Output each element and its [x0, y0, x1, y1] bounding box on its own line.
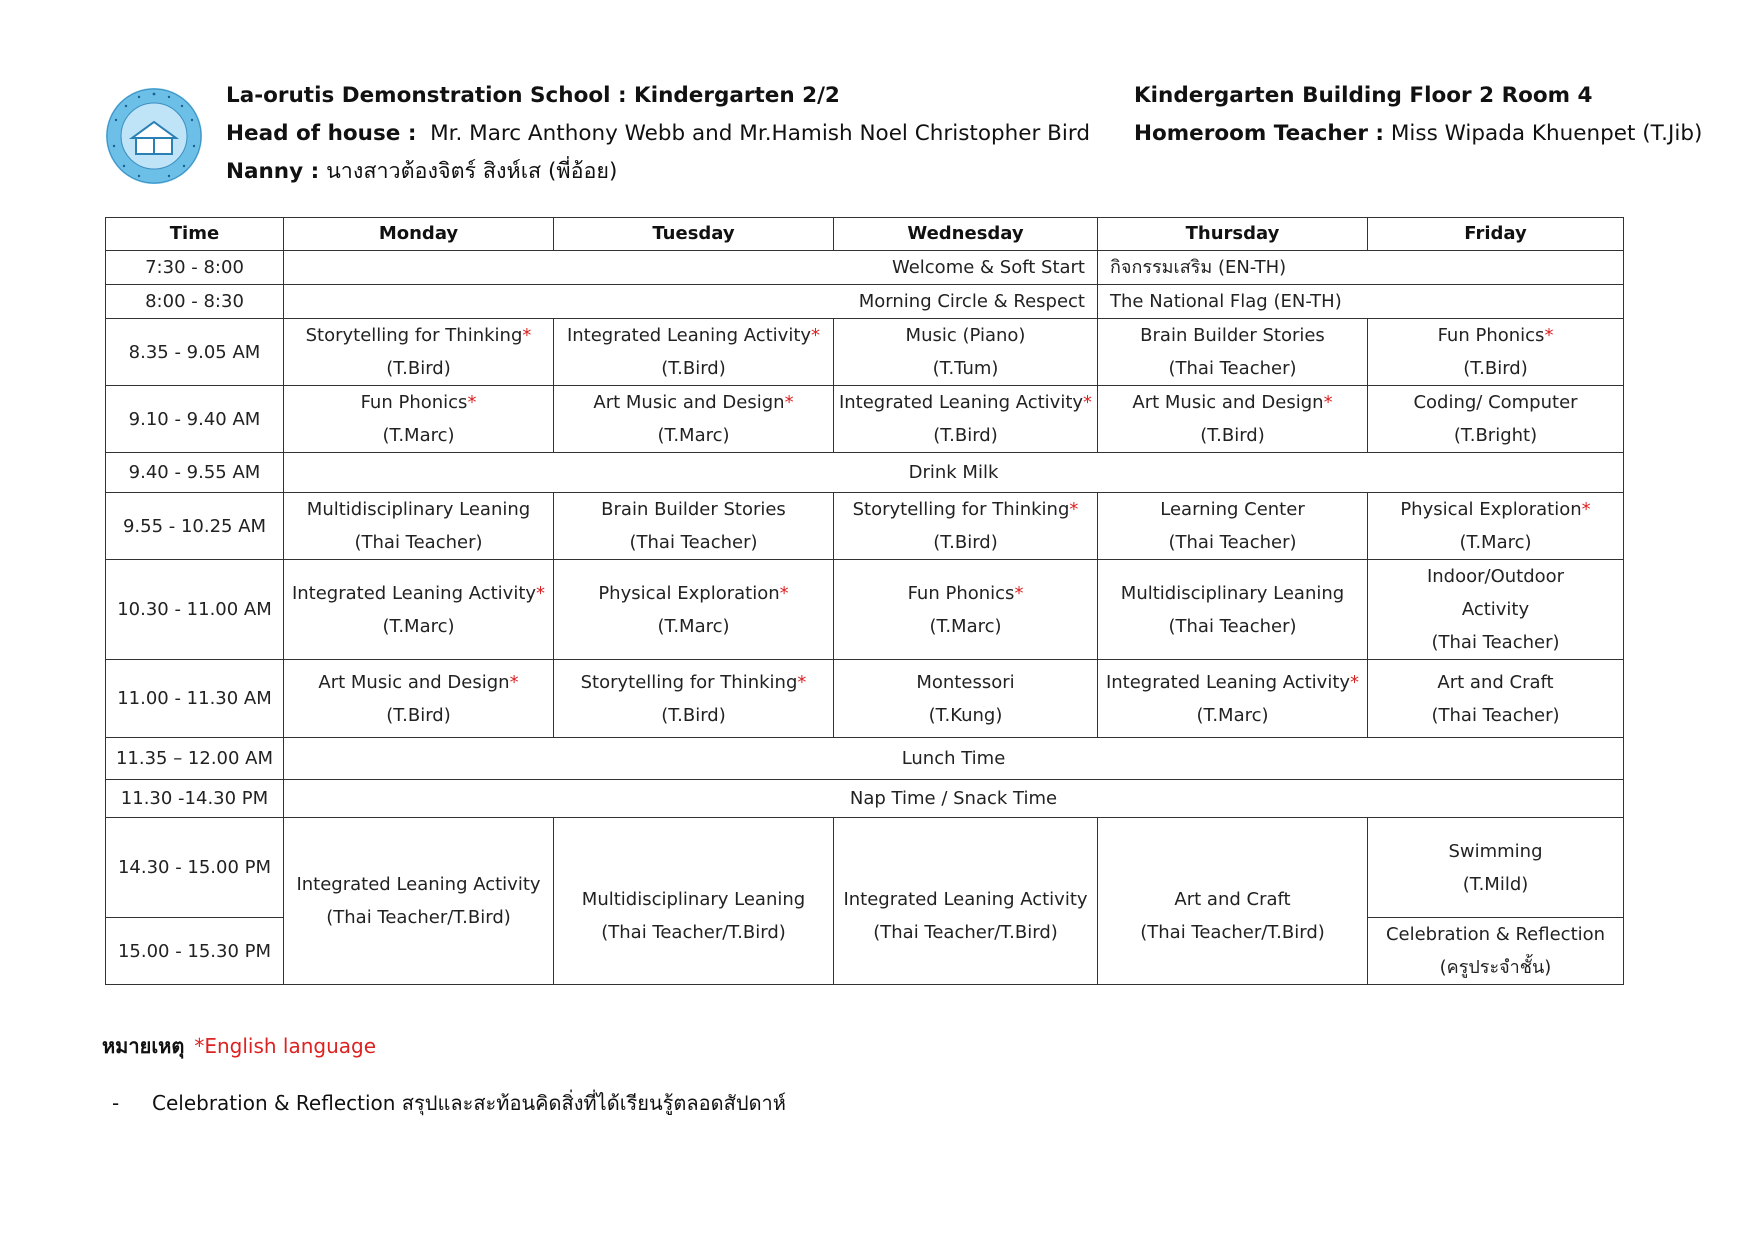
class-cell [1368, 918, 1624, 985]
table-row [106, 660, 1624, 738]
teacher: (T.Marc) [382, 425, 455, 446]
class-cell [834, 818, 1098, 985]
subject: Art Music and Design [1132, 392, 1324, 413]
building-room: Kindergarten Building Floor 2 Room 4 [1134, 83, 1593, 108]
english-marker: * [797, 671, 807, 693]
table-row [106, 453, 1624, 493]
subject: Integrated Leaning Activity [1105, 671, 1351, 693]
time-cell: 8:00 - 8:30 [106, 285, 284, 319]
subject: Indoor/Outdoor [1426, 566, 1565, 587]
english-marker: * [536, 582, 546, 604]
time-cell: 15.00 - 15.30 PM [106, 918, 284, 985]
table-row [106, 251, 1624, 285]
table-row [106, 285, 1624, 319]
english-marker: * [1350, 671, 1360, 693]
subject: Music (Piano) [905, 325, 1026, 346]
teacher: (ครูประจำชั้น) [1439, 957, 1552, 978]
class-cell [284, 319, 554, 386]
teacher: (T.Bird) [1463, 358, 1528, 379]
subject: Learning Center [1160, 499, 1305, 520]
teacher: (T.Bird) [933, 532, 998, 553]
legend-note [102, 1030, 376, 1062]
span-cell-left: Morning Circle & Respect [284, 285, 1098, 319]
teacher: (Thai Teacher) [354, 532, 483, 553]
head-of-house: Head of house : Mr. Marc Anthony Webb and Mr.Hamish Noel Christopher Bird [226, 121, 1090, 146]
span-cell-right: The National Flag (EN-TH) [1098, 285, 1624, 319]
subject: Multidisciplinary Leaning [581, 889, 806, 910]
time-cell: 9.40 - 9.55 AM [106, 453, 284, 493]
class-cell [1368, 386, 1624, 453]
class-cell [554, 493, 834, 560]
english-marker: * [1014, 582, 1024, 604]
class-cell [284, 493, 554, 560]
teacher: (T.Marc) [1196, 704, 1269, 726]
subject: Art Music and Design [593, 392, 785, 413]
subject: Fun Phonics [1437, 325, 1545, 346]
time-cell: 11.30 -14.30 PM [106, 780, 284, 818]
teacher: (T.Mild) [1462, 873, 1529, 895]
teacher: (T.Kung) [928, 704, 1003, 726]
class-cell [834, 319, 1098, 386]
subject: Integrated Leaning Activity [843, 889, 1088, 910]
subject: Integrated Leaning Activity [291, 582, 537, 604]
english-marker: * [522, 325, 532, 346]
subject: Brain Builder Stories [601, 499, 786, 520]
english-marker: * [1069, 499, 1079, 520]
header-monday: Monday [284, 218, 554, 251]
teacher: (T.Marc) [382, 615, 455, 637]
time-cell: 11.35 – 12.00 AM [106, 738, 284, 780]
class-cell [1098, 660, 1368, 738]
teacher: (Thai Teacher) [1431, 704, 1560, 726]
teacher: (T.Bird) [386, 704, 451, 726]
teacher: (Thai Teacher) [629, 532, 758, 553]
teacher: (T.Marc) [1459, 532, 1532, 553]
class-cell [1098, 560, 1368, 660]
class-cell [1368, 493, 1624, 560]
subject: Physical Exploration [1400, 499, 1582, 520]
teacher: (Thai Teacher/T.Bird) [326, 907, 511, 928]
english-marker: * [467, 392, 477, 413]
teacher: (T.Bright) [1453, 425, 1538, 446]
class-cell [834, 493, 1098, 560]
table-row [106, 493, 1624, 560]
subject: Art Music and Design [318, 671, 510, 693]
time-cell: 7:30 - 8:00 [106, 251, 284, 285]
subject: Multidisciplinary Leaning [1120, 582, 1345, 604]
nanny: Nanny : นางสาวต้องจิตร์ สิงห์เส (พี่อ้อย) [226, 159, 618, 184]
class-cell [554, 386, 834, 453]
english-marker: * [784, 392, 794, 413]
subject: Integrated Leaning Activity [838, 392, 1084, 413]
teacher: (Thai Teacher/T.Bird) [1140, 922, 1325, 943]
subject: Multidisciplinary Leaning [306, 499, 531, 520]
time-cell: 10.30 - 11.00 AM [106, 560, 284, 660]
teacher: (T.Marc) [929, 615, 1002, 637]
span-cell-right: กิจกรรมเสริม (EN-TH) [1098, 251, 1624, 285]
class-cell [284, 560, 554, 660]
english-marker: * [509, 671, 519, 693]
bullet-note [112, 1087, 786, 1119]
teacher: (Thai Teacher) [1168, 615, 1297, 637]
table-row [106, 818, 1624, 918]
span-cell: Nap Time / Snack Time [284, 780, 1624, 818]
english-marker: * [779, 582, 789, 604]
teacher: (T.Marc) [657, 425, 730, 446]
note-label: หมายเหตุ [102, 1034, 185, 1058]
class-cell [834, 660, 1098, 738]
subject: Art and Craft [1437, 671, 1554, 693]
subject: Montessori [916, 671, 1015, 693]
class-cell [834, 560, 1098, 660]
subject: Brain Builder Stories [1140, 325, 1325, 346]
teacher: (T.Tum) [932, 358, 999, 379]
span-cell: Drink Milk [284, 453, 1624, 493]
class-cell [1368, 660, 1624, 738]
class-cell [1368, 560, 1624, 660]
teacher: (T.Bird) [661, 358, 726, 379]
subject: Physical Exploration [598, 582, 780, 604]
english-marker: * [1323, 392, 1333, 413]
bullet-dash: - [112, 1091, 120, 1115]
teacher: (T.Bird) [933, 425, 998, 446]
bullet-text: Celebration & Reflection สรุปและสะท้อนคิดสิ่งที่ได้เรียนรู้ตลอดสัปดาห์ [152, 1091, 786, 1115]
teacher: (Thai Teacher) [1168, 358, 1297, 379]
english-marker: * [1581, 499, 1591, 520]
header-time: Time [106, 218, 284, 251]
header-thursday: Thursday [1098, 218, 1368, 251]
span-cell: Lunch Time [284, 738, 1624, 780]
time-cell: 11.00 - 11.30 AM [106, 660, 284, 738]
subject: Storytelling for Thinking [580, 671, 798, 693]
teacher: (Thai Teacher) [1431, 632, 1560, 653]
homeroom-teacher: Homeroom Teacher : Miss Wipada Khuenpet (T.Jib) [1134, 121, 1703, 146]
table-row [106, 780, 1624, 818]
subject-line2: Activity [1461, 599, 1530, 620]
header-tuesday: Tuesday [554, 218, 834, 251]
school-title: La-orutis Demonstration School : Kindergarten 2/2 [226, 83, 840, 108]
teacher: (Thai Teacher) [1168, 532, 1297, 553]
subject: Storytelling for Thinking [852, 499, 1070, 520]
table-header-row [106, 218, 1624, 251]
teacher: (Thai Teacher/T.Bird) [873, 922, 1058, 943]
subject: Fun Phonics [907, 582, 1015, 604]
teacher: (T.Bird) [1200, 425, 1265, 446]
class-cell [1098, 493, 1368, 560]
school-logo [104, 86, 204, 186]
class-cell [554, 560, 834, 660]
teacher: (T.Bird) [661, 704, 726, 726]
class-cell [554, 660, 834, 738]
table-row [106, 738, 1624, 780]
english-marker: * [1544, 325, 1554, 346]
class-cell [554, 818, 834, 985]
class-cell [834, 386, 1098, 453]
time-cell: 9.55 - 10.25 AM [106, 493, 284, 560]
span-cell-left: Welcome & Soft Start [284, 251, 1098, 285]
table-row [106, 386, 1624, 453]
time-cell: 9.10 - 9.40 AM [106, 386, 284, 453]
teacher: (T.Bird) [386, 358, 451, 379]
time-cell: 14.30 - 15.00 PM [106, 818, 284, 918]
class-cell [554, 319, 834, 386]
subject: Storytelling for Thinking [305, 325, 523, 346]
subject: Celebration & Reflection [1385, 924, 1606, 945]
class-cell [284, 386, 554, 453]
subject: Coding/ Computer [1413, 392, 1578, 413]
class-cell [284, 818, 554, 985]
class-cell [1368, 319, 1624, 386]
subject: Art and Craft [1174, 889, 1291, 910]
class-cell [1368, 818, 1624, 918]
table-row [106, 319, 1624, 386]
teacher: (Thai Teacher/T.Bird) [601, 922, 786, 943]
class-cell [1098, 818, 1368, 985]
timetable [105, 217, 1624, 985]
subject: Integrated Leaning Activity [296, 874, 541, 895]
table-row [106, 560, 1624, 660]
subject: Integrated Leaning Activity [566, 325, 812, 346]
header-wednesday: Wednesday [834, 218, 1098, 251]
english-legend: *English language [194, 1034, 377, 1058]
class-cell [1098, 386, 1368, 453]
teacher: (T.Marc) [657, 615, 730, 637]
class-cell [1098, 319, 1368, 386]
english-marker: * [1083, 392, 1093, 413]
subject: Swimming [1448, 840, 1543, 862]
class-cell [284, 660, 554, 738]
header-friday: Friday [1368, 218, 1624, 251]
subject: Fun Phonics [360, 392, 468, 413]
english-marker: * [811, 325, 821, 346]
time-cell: 8.35 - 9.05 AM [106, 319, 284, 386]
